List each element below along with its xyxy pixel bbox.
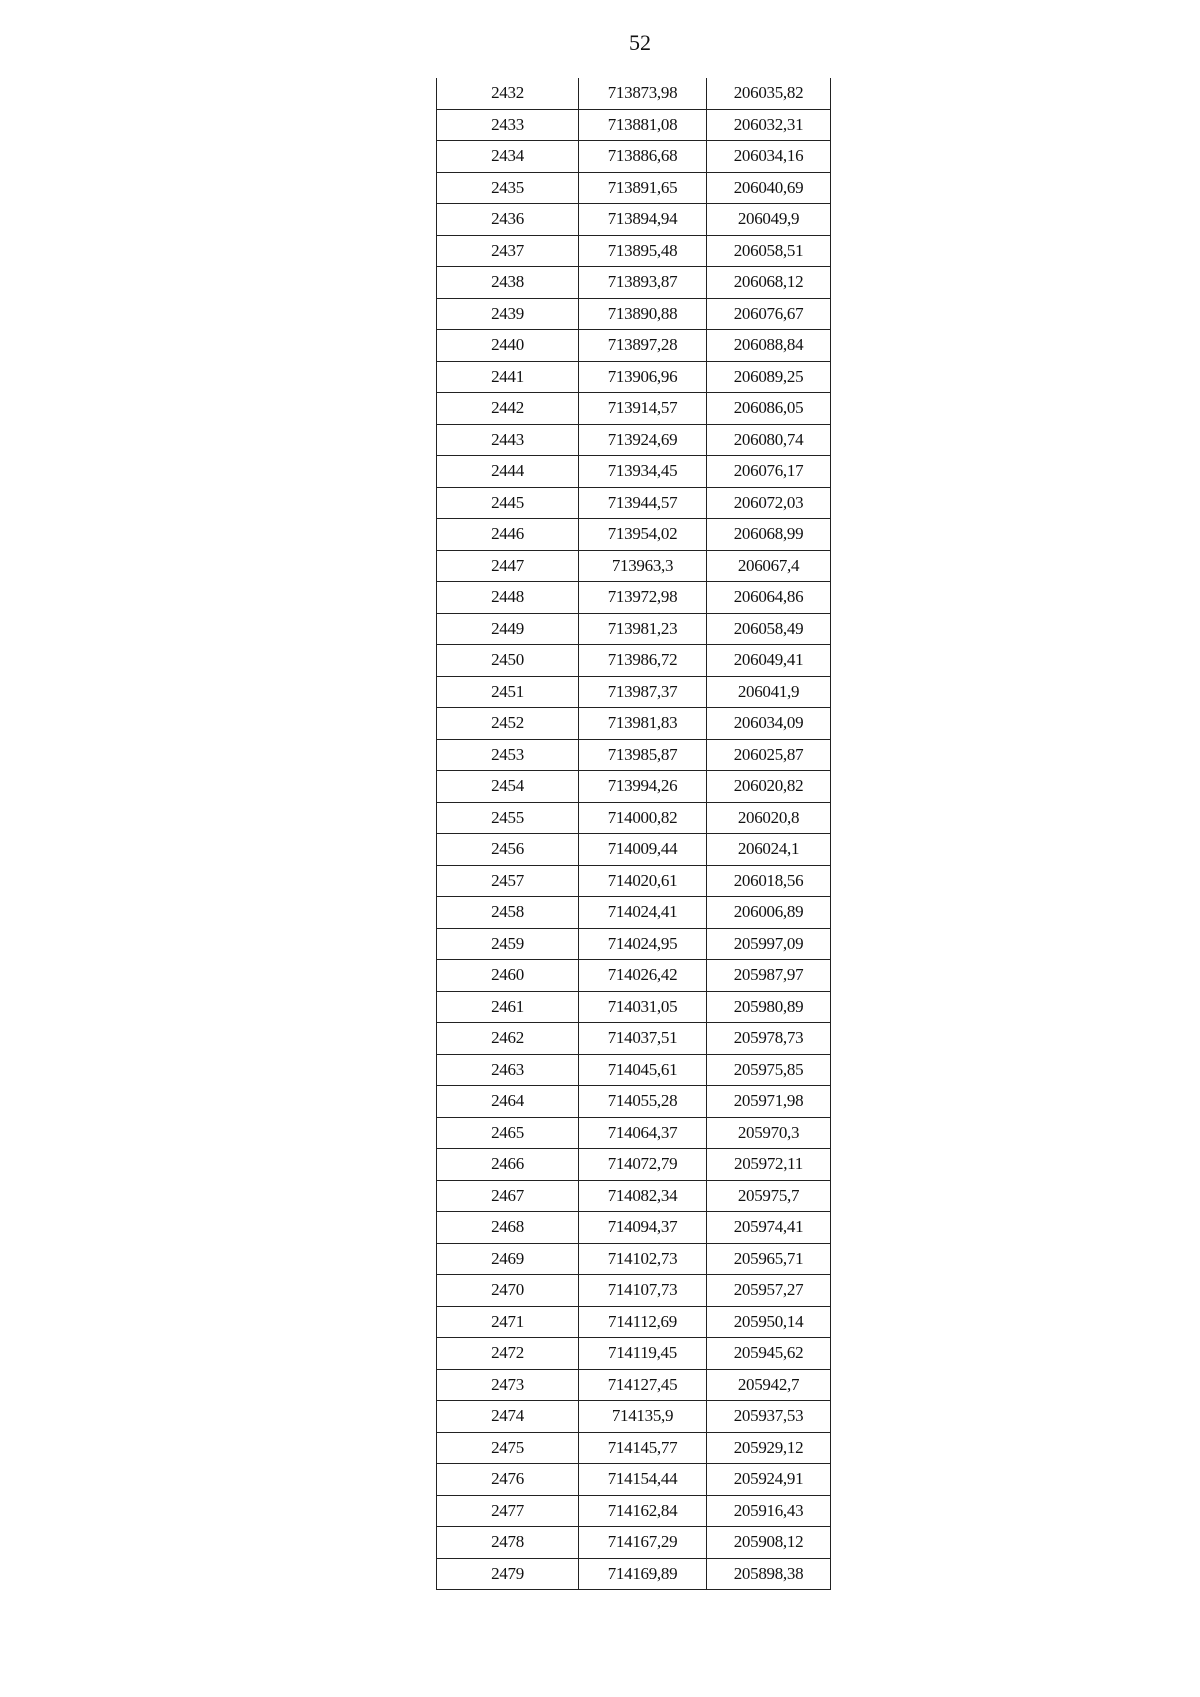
y-coordinate-cell: 206086,05 (707, 393, 831, 425)
x-coordinate-cell: 713881,08 (579, 109, 707, 141)
y-coordinate-cell: 205974,41 (707, 1212, 831, 1244)
y-coordinate-cell: 206058,49 (707, 613, 831, 645)
point-number-cell: 2432 (437, 78, 579, 109)
x-coordinate-cell: 713894,94 (579, 204, 707, 236)
point-number-cell: 2468 (437, 1212, 579, 1244)
x-coordinate-cell: 713986,72 (579, 645, 707, 677)
y-coordinate-cell: 206025,87 (707, 739, 831, 771)
x-coordinate-cell: 713963,3 (579, 550, 707, 582)
x-coordinate-cell: 713994,26 (579, 771, 707, 803)
table-row (437, 613, 831, 645)
point-number-cell: 2449 (437, 613, 579, 645)
point-number-cell: 2466 (437, 1149, 579, 1181)
x-coordinate-cell: 714072,79 (579, 1149, 707, 1181)
table-row (437, 78, 831, 109)
x-coordinate-cell: 714145,77 (579, 1432, 707, 1464)
table-row (437, 1369, 831, 1401)
table-row (437, 1306, 831, 1338)
x-coordinate-cell: 713987,37 (579, 676, 707, 708)
x-coordinate-cell: 714000,82 (579, 802, 707, 834)
y-coordinate-cell: 206049,41 (707, 645, 831, 677)
y-coordinate-cell: 205975,85 (707, 1054, 831, 1086)
point-number-cell: 2463 (437, 1054, 579, 1086)
point-number-cell: 2440 (437, 330, 579, 362)
x-coordinate-cell: 713890,88 (579, 298, 707, 330)
point-number-cell: 2437 (437, 235, 579, 267)
coordinates-table (436, 78, 831, 1590)
table-row (437, 267, 831, 299)
point-number-cell: 2476 (437, 1464, 579, 1496)
y-coordinate-cell: 206020,8 (707, 802, 831, 834)
y-coordinate-cell: 206064,86 (707, 582, 831, 614)
x-coordinate-cell: 714009,44 (579, 834, 707, 866)
x-coordinate-cell: 714020,61 (579, 865, 707, 897)
x-coordinate-cell: 713906,96 (579, 361, 707, 393)
x-coordinate-cell: 713944,57 (579, 487, 707, 519)
coordinates-table-body (437, 78, 831, 1590)
x-coordinate-cell: 714031,05 (579, 991, 707, 1023)
table-row (437, 582, 831, 614)
x-coordinate-cell: 714026,42 (579, 960, 707, 992)
y-coordinate-cell: 205972,11 (707, 1149, 831, 1181)
point-number-cell: 2462 (437, 1023, 579, 1055)
table-row (437, 109, 831, 141)
y-coordinate-cell: 206041,9 (707, 676, 831, 708)
table-row (437, 456, 831, 488)
point-number-cell: 2459 (437, 928, 579, 960)
point-number-cell: 2478 (437, 1527, 579, 1559)
y-coordinate-cell: 205898,38 (707, 1558, 831, 1590)
point-number-cell: 2455 (437, 802, 579, 834)
y-coordinate-cell: 206035,82 (707, 78, 831, 109)
point-number-cell: 2460 (437, 960, 579, 992)
table-row (437, 487, 831, 519)
table-row (437, 1054, 831, 1086)
table-row (437, 1527, 831, 1559)
y-coordinate-cell: 205924,91 (707, 1464, 831, 1496)
table-row (437, 204, 831, 236)
table-row (437, 897, 831, 929)
x-coordinate-cell: 714119,45 (579, 1338, 707, 1370)
table-row (437, 424, 831, 456)
point-number-cell: 2451 (437, 676, 579, 708)
point-number-cell: 2467 (437, 1180, 579, 1212)
x-coordinate-cell: 714064,37 (579, 1117, 707, 1149)
y-coordinate-cell: 205997,09 (707, 928, 831, 960)
x-coordinate-cell: 714154,44 (579, 1464, 707, 1496)
y-coordinate-cell: 205987,97 (707, 960, 831, 992)
x-coordinate-cell: 714094,37 (579, 1212, 707, 1244)
point-number-cell: 2433 (437, 109, 579, 141)
point-number-cell: 2465 (437, 1117, 579, 1149)
y-coordinate-cell: 206034,09 (707, 708, 831, 740)
x-coordinate-cell: 714102,73 (579, 1243, 707, 1275)
table-row (437, 739, 831, 771)
point-number-cell: 2469 (437, 1243, 579, 1275)
table-row (437, 865, 831, 897)
y-coordinate-cell: 206089,25 (707, 361, 831, 393)
point-number-cell: 2453 (437, 739, 579, 771)
x-coordinate-cell: 714167,29 (579, 1527, 707, 1559)
y-coordinate-cell: 206040,69 (707, 172, 831, 204)
y-coordinate-cell: 205965,71 (707, 1243, 831, 1275)
y-coordinate-cell: 205945,62 (707, 1338, 831, 1370)
y-coordinate-cell: 206076,67 (707, 298, 831, 330)
table-row (437, 1212, 831, 1244)
y-coordinate-cell: 206080,74 (707, 424, 831, 456)
point-number-cell: 2444 (437, 456, 579, 488)
x-coordinate-cell: 714169,89 (579, 1558, 707, 1590)
y-coordinate-cell: 205942,7 (707, 1369, 831, 1401)
point-number-cell: 2442 (437, 393, 579, 425)
y-coordinate-cell: 205957,27 (707, 1275, 831, 1307)
point-number-cell: 2454 (437, 771, 579, 803)
x-coordinate-cell: 713924,69 (579, 424, 707, 456)
point-number-cell: 2436 (437, 204, 579, 236)
table-row (437, 298, 831, 330)
y-coordinate-cell: 205975,7 (707, 1180, 831, 1212)
table-row (437, 1243, 831, 1275)
table-row (437, 330, 831, 362)
y-coordinate-cell: 206076,17 (707, 456, 831, 488)
y-coordinate-cell: 206020,82 (707, 771, 831, 803)
y-coordinate-cell: 206018,56 (707, 865, 831, 897)
point-number-cell: 2472 (437, 1338, 579, 1370)
point-number-cell: 2434 (437, 141, 579, 173)
y-coordinate-cell: 205916,43 (707, 1495, 831, 1527)
y-coordinate-cell: 206088,84 (707, 330, 831, 362)
table-row (437, 519, 831, 551)
table-row (437, 991, 831, 1023)
point-number-cell: 2464 (437, 1086, 579, 1118)
x-coordinate-cell: 713897,28 (579, 330, 707, 362)
table-row (437, 1432, 831, 1464)
point-number-cell: 2479 (437, 1558, 579, 1590)
table-row (437, 676, 831, 708)
table-row (437, 771, 831, 803)
y-coordinate-cell: 205980,89 (707, 991, 831, 1023)
point-number-cell: 2448 (437, 582, 579, 614)
point-number-cell: 2443 (437, 424, 579, 456)
y-coordinate-cell: 206068,99 (707, 519, 831, 551)
table-row (437, 928, 831, 960)
y-coordinate-cell: 205978,73 (707, 1023, 831, 1055)
point-number-cell: 2450 (437, 645, 579, 677)
x-coordinate-cell: 713895,48 (579, 235, 707, 267)
point-number-cell: 2461 (437, 991, 579, 1023)
y-coordinate-cell: 205971,98 (707, 1086, 831, 1118)
x-coordinate-cell: 713886,68 (579, 141, 707, 173)
y-coordinate-cell: 206072,03 (707, 487, 831, 519)
table-row (437, 834, 831, 866)
y-coordinate-cell: 205908,12 (707, 1527, 831, 1559)
table-row (437, 550, 831, 582)
table-row (437, 1149, 831, 1181)
x-coordinate-cell: 714082,34 (579, 1180, 707, 1212)
y-coordinate-cell: 206006,89 (707, 897, 831, 929)
table-row (437, 361, 831, 393)
point-number-cell: 2447 (437, 550, 579, 582)
x-coordinate-cell: 714055,28 (579, 1086, 707, 1118)
point-number-cell: 2446 (437, 519, 579, 551)
x-coordinate-cell: 713954,02 (579, 519, 707, 551)
x-coordinate-cell: 713981,83 (579, 708, 707, 740)
point-number-cell: 2441 (437, 361, 579, 393)
point-number-cell: 2470 (437, 1275, 579, 1307)
y-coordinate-cell: 206067,4 (707, 550, 831, 582)
point-number-cell: 2471 (437, 1306, 579, 1338)
y-coordinate-cell: 206034,16 (707, 141, 831, 173)
table-row (437, 960, 831, 992)
x-coordinate-cell: 713934,45 (579, 456, 707, 488)
x-coordinate-cell: 714037,51 (579, 1023, 707, 1055)
x-coordinate-cell: 714135,9 (579, 1401, 707, 1433)
point-number-cell: 2435 (437, 172, 579, 204)
table-row (437, 1338, 831, 1370)
y-coordinate-cell: 206049,9 (707, 204, 831, 236)
x-coordinate-cell: 713985,87 (579, 739, 707, 771)
y-coordinate-cell: 205937,53 (707, 1401, 831, 1433)
x-coordinate-cell: 714162,84 (579, 1495, 707, 1527)
x-coordinate-cell: 714024,41 (579, 897, 707, 929)
x-coordinate-cell: 713893,87 (579, 267, 707, 299)
x-coordinate-cell: 713981,23 (579, 613, 707, 645)
point-number-cell: 2452 (437, 708, 579, 740)
x-coordinate-cell: 713914,57 (579, 393, 707, 425)
point-number-cell: 2477 (437, 1495, 579, 1527)
table-row (437, 1495, 831, 1527)
table-row (437, 1117, 831, 1149)
y-coordinate-cell: 205950,14 (707, 1306, 831, 1338)
point-number-cell: 2473 (437, 1369, 579, 1401)
table-row (437, 802, 831, 834)
page-number: 52 (629, 30, 651, 55)
point-number-cell: 2474 (437, 1401, 579, 1433)
table-row (437, 1401, 831, 1433)
table-row (437, 1180, 831, 1212)
table-row (437, 645, 831, 677)
y-coordinate-cell: 205970,3 (707, 1117, 831, 1149)
point-number-cell: 2475 (437, 1432, 579, 1464)
y-coordinate-cell: 206068,12 (707, 267, 831, 299)
table-row (437, 141, 831, 173)
x-coordinate-cell: 714107,73 (579, 1275, 707, 1307)
table-row (437, 1023, 831, 1055)
table-row (437, 172, 831, 204)
point-number-cell: 2458 (437, 897, 579, 929)
point-number-cell: 2439 (437, 298, 579, 330)
point-number-cell: 2438 (437, 267, 579, 299)
table-row (437, 1558, 831, 1590)
table-row (437, 1464, 831, 1496)
y-coordinate-cell: 205929,12 (707, 1432, 831, 1464)
x-coordinate-cell: 714024,95 (579, 928, 707, 960)
point-number-cell: 2457 (437, 865, 579, 897)
y-coordinate-cell: 206058,51 (707, 235, 831, 267)
y-coordinate-cell: 206032,31 (707, 109, 831, 141)
x-coordinate-cell: 713891,65 (579, 172, 707, 204)
x-coordinate-cell: 713873,98 (579, 78, 707, 109)
x-coordinate-cell: 714127,45 (579, 1369, 707, 1401)
table-row (437, 235, 831, 267)
table-row (437, 1086, 831, 1118)
x-coordinate-cell: 713972,98 (579, 582, 707, 614)
x-coordinate-cell: 714045,61 (579, 1054, 707, 1086)
table-row (437, 1275, 831, 1307)
y-coordinate-cell: 206024,1 (707, 834, 831, 866)
point-number-cell: 2445 (437, 487, 579, 519)
table-row (437, 393, 831, 425)
x-coordinate-cell: 714112,69 (579, 1306, 707, 1338)
table-row (437, 708, 831, 740)
point-number-cell: 2456 (437, 834, 579, 866)
